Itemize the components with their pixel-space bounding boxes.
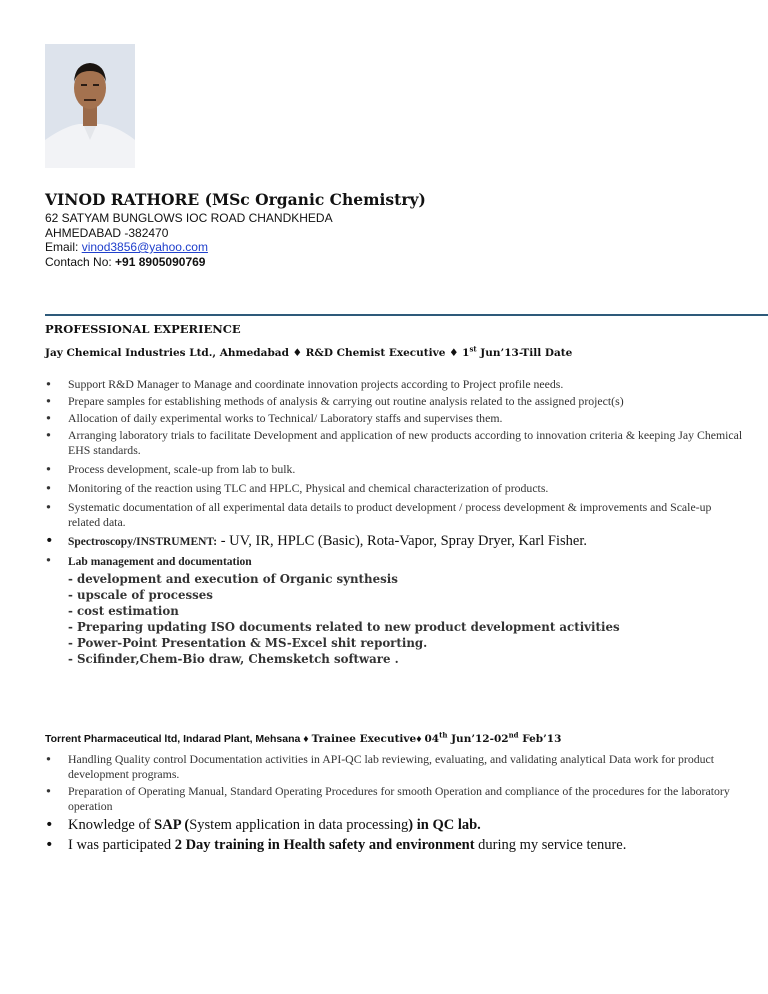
contact-block bbox=[45, 211, 333, 269]
email-line bbox=[45, 240, 333, 255]
lab-subitem: - Power-Point Presentation & MS-Excel shit reporting. bbox=[68, 636, 428, 650]
job1-company: Jay Chemical Industries Ltd., Ahmedabad bbox=[45, 347, 289, 359]
list-item: • Allocation of daily experimental works to Technical/ Laboratory staffs and supervises them. bbox=[45, 411, 745, 426]
phone-number: +91 8905090769 bbox=[115, 254, 206, 269]
list-item: • Preparation of Operating Manual, Standard Operating Procedures for smooth Operation and compliance of the procedures for the laboratory operation bbox=[45, 784, 745, 814]
training-text-b: 2 Day training in Health safety and environment bbox=[174, 837, 475, 853]
job2-heading bbox=[45, 730, 562, 745]
diamond-icon: ♦ bbox=[300, 733, 312, 745]
lab-subitem: - cost estimation bbox=[68, 604, 179, 618]
sap-text-a: Knowledge of bbox=[68, 817, 155, 833]
lab-subitem: - Preparing updating ISO documents related to new product development activities bbox=[68, 620, 620, 634]
list-item: • Monitoring of the reaction using TLC and HPLC, Physical and chemical characterization of products. bbox=[45, 481, 745, 496]
job2-duties bbox=[45, 752, 745, 856]
job2-end-sup: nd bbox=[508, 730, 519, 740]
section-divider bbox=[45, 314, 768, 316]
diamond-icon: ♦ bbox=[288, 347, 306, 359]
job1-period-rest: Jun’13-Till Date bbox=[476, 347, 573, 359]
phone-label: Contach No: bbox=[45, 254, 116, 269]
job2-start-day: 04 bbox=[424, 733, 440, 745]
email-label: Email: bbox=[45, 240, 82, 254]
instrument-label: Spectroscopy/INSTRUMENT: bbox=[68, 536, 218, 548]
training-text-c: during my service tenure. bbox=[474, 837, 627, 853]
address-line-2: AHMEDABAD -382470 bbox=[45, 225, 169, 240]
diamond-icon: ♦ bbox=[416, 733, 425, 745]
list-item-instruments bbox=[45, 532, 745, 551]
phone-line bbox=[45, 255, 333, 270]
list-item: • Systematic documentation of all experimental data details to product development / process development & improvements and Scale-up related data. bbox=[45, 500, 745, 530]
job2-company: Torrent Pharmaceutical ltd, Indarad Plant, Mehsana bbox=[45, 733, 301, 745]
job1-period-sup: st bbox=[469, 344, 477, 354]
address-line-1: 62 SATYAM BUNGLOWS IOC ROAD CHANDKHEDA bbox=[45, 211, 333, 225]
email-link[interactable]: vinod3856@yahoo.com bbox=[81, 240, 208, 254]
lab-label: Lab management and documentation bbox=[68, 556, 252, 568]
job1-heading bbox=[45, 344, 573, 359]
lab-subitem: - development and execution of Organic synthesis bbox=[68, 572, 398, 586]
list-item: • Arranging laboratory trials to facilitate Development and application of new products according to innovation criteria & keeping Jay Chemical EHS standards. bbox=[45, 428, 745, 458]
job1-role: R&D Chemist Executive bbox=[305, 347, 446, 359]
lab-subitem: - upscale of processes bbox=[68, 588, 213, 602]
instrument-text: - UV, IR, HPLC (Basic), Rota-Vapor, Spray Dryer, Karl Fisher. bbox=[217, 533, 587, 549]
list-item-training bbox=[45, 836, 745, 854]
list-item: • Support R&D Manager to Manage and coordinate innovation projects according to Project profile needs. bbox=[45, 377, 745, 392]
lab-subitem: - Scifinder,Chem-Bio draw, Chemsketch software . bbox=[68, 652, 399, 666]
job2-start-rest: Jun’12-02 bbox=[447, 733, 509, 745]
list-item: • Prepare samples for establishing methods of analysis & carrying out routine analysis related to the assigned project(s) bbox=[45, 394, 745, 409]
list-item-sap bbox=[45, 816, 745, 834]
sap-text-b: SAP ( bbox=[154, 817, 190, 833]
diamond-icon: ♦ bbox=[445, 347, 463, 359]
list-item-lab bbox=[45, 553, 745, 667]
sap-text-c: System application in data processing bbox=[189, 817, 409, 833]
job2-start-sup: th bbox=[439, 730, 448, 740]
list-item: • Handling Quality control Documentation activities in API-QC lab reviewing, evaluating, and validating analytical Data work for product development programs. bbox=[45, 752, 745, 782]
section-title: PROFESSIONAL EXPERIENCE bbox=[45, 322, 241, 336]
job2-role: Trainee Executive bbox=[311, 733, 417, 745]
training-text-a: I was participated bbox=[68, 837, 175, 853]
sap-text-d: ) in QC lab. bbox=[408, 817, 481, 833]
profile-photo-image bbox=[45, 44, 135, 168]
job1-period-day: 1 bbox=[462, 347, 470, 359]
list-item: • Process development, scale-up from lab to bulk. bbox=[45, 462, 745, 477]
profile-photo bbox=[45, 44, 135, 168]
job2-end-rest: Feb’13 bbox=[518, 733, 562, 745]
job1-duties bbox=[45, 377, 745, 669]
candidate-name: VINOD RATHORE (MSc Organic Chemistry) bbox=[45, 190, 426, 209]
